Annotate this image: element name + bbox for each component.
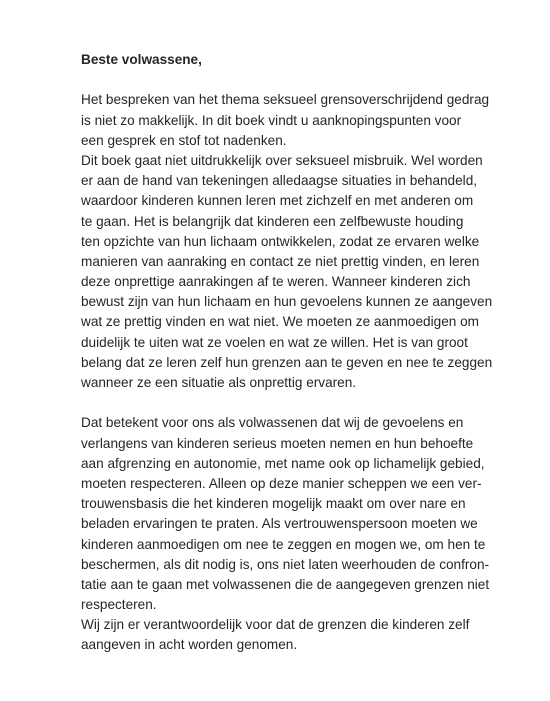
text-line: Dit boek gaat niet uitdrukkelijk over seksueel misbruik. Wel worden bbox=[81, 152, 483, 168]
blank-line bbox=[81, 393, 541, 413]
text-line: er aan de hand van tekeningen alledaagse situaties in behandeld, bbox=[81, 173, 478, 189]
text-line: wanneer ze een situatie als onprettig ervaren. bbox=[81, 375, 357, 390]
greeting-heading: Beste volwassene, bbox=[81, 52, 202, 67]
text-line: ten opzichte van hun lichaam ontwikkelen, zodat ze ervaren welke bbox=[81, 233, 480, 249]
text-line: bewust zijn van hun lichaam en hun gevoelens kunnen ze aangeven bbox=[81, 294, 493, 310]
text-line: tatie aan te gaan met volwassenen die de aangegeven grenzen niet bbox=[81, 576, 490, 592]
text-line: kinderen aanmoedigen om nee te zeggen en mogen we, om hen te bbox=[81, 536, 486, 552]
letter-text bbox=[81, 50, 541, 656]
text-line: Wij zijn er verantwoordelijk voor dat de grenzen die kinderen zelf bbox=[81, 617, 470, 633]
text-line: Het bespreken van het thema seksueel grensoverschrijdend gedrag bbox=[81, 92, 490, 108]
paragraph-2 bbox=[81, 413, 541, 655]
blank-line bbox=[81, 70, 541, 90]
text-line: aangeven in acht worden genomen. bbox=[81, 637, 298, 653]
text-line: wat ze prettig vinden en wat niet. We moeten ze aanmoedigen om bbox=[81, 314, 479, 330]
text-line: is niet zo makkelijk. In dit boek vindt u aanknopingspunten voor bbox=[81, 112, 462, 128]
text-line: duidelijk te uiten wat ze voelen en wat ze willen. Het is van groot bbox=[81, 334, 468, 350]
text-line: belang dat ze leren zelf hun grenzen aan te geven en nee te zeggen bbox=[81, 354, 493, 370]
text-line: trouwensbasis die het kinderen mogelijk maakt om over nare en bbox=[81, 496, 466, 512]
text-line: aan afgrenzing en autonomie, met name ook op lichamelijk gebied, bbox=[81, 455, 485, 471]
text-line: moeten respecteren. Alleen op deze manier scheppen we een ver- bbox=[81, 475, 482, 491]
text-line: waardoor kinderen kunnen leren met zichzelf en met anderen om bbox=[81, 193, 474, 209]
text-line: verlangens van kinderen serieus moeten nemen en hun behoefte bbox=[81, 435, 474, 451]
text-line: een gesprek en stof tot nadenken. bbox=[81, 132, 287, 148]
text-line: respecteren. bbox=[81, 597, 157, 613]
text-line: te gaan. Het is belangrijk dat kinderen een zelfbewuste houding bbox=[81, 213, 464, 229]
text-line: beschermen, als dit nodig is, ons niet laten weerhouden de confron- bbox=[81, 556, 490, 572]
text-line: manieren van aanraking en contact ze niet prettig vinden, en leren bbox=[81, 253, 480, 269]
paragraph-1 bbox=[81, 90, 541, 393]
text-line: Dat betekent voor ons als volwassenen dat wij de gevoelens en bbox=[81, 415, 464, 431]
text-line: beladen ervaringen te praten. Als vertrouwenspersoon moeten we bbox=[81, 516, 478, 532]
text-line: deze onprettige aanrakingen af te weren. Wanneer kinderen zich bbox=[81, 274, 471, 290]
